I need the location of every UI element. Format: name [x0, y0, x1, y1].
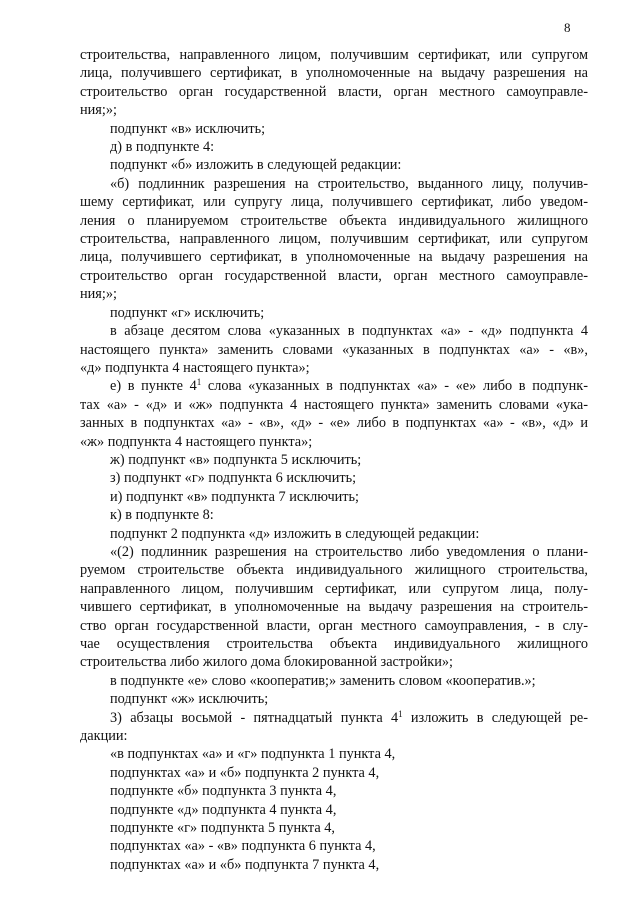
- text-line-content: подпунктах «а» и «б» подпункта 7 пункта 4,: [110, 856, 380, 873]
- text-line-content: ния;»;: [80, 102, 117, 119]
- text-line-content: лица, получившего сертификат, в уполномоченные на выдачу разрешения на: [80, 249, 588, 266]
- text-line-content: подпункт «в» исключить;: [110, 120, 266, 137]
- superscript: 1: [196, 377, 202, 388]
- text-line-content: чившего сертификат, в уполномоченные на выдачу разрешения на строитель-: [80, 599, 588, 616]
- text-line-content: лица, получившего сертификат, в уполномоченные на выдачу разрешения на: [80, 65, 588, 82]
- text-line: [80, 138, 588, 156]
- text-line: [80, 212, 588, 230]
- text-line-content: 3) абзацы восьмой - пятнадцатый пункта 4: [110, 709, 399, 726]
- text-line-content: е) в пункте 4: [110, 378, 197, 395]
- text-line: [80, 64, 588, 82]
- text-line: [80, 525, 588, 543]
- text-line: [80, 488, 588, 506]
- text-line: [80, 653, 588, 671]
- text-line: [80, 230, 588, 248]
- text-line-content: подпункт «ж» исключить;: [110, 691, 269, 708]
- text-line-content: «ж» подпункта 4 настоящего пункта»;: [80, 433, 313, 450]
- text-line-content: в подпункте «е» слово «кооператив;» заменить словом «кооператив.»;: [110, 672, 536, 689]
- text-line: [80, 819, 588, 837]
- text-line-content: руемом строительстве объекта индивидуального жилищного строительства,: [80, 562, 588, 579]
- text-line: [80, 451, 588, 469]
- text-line-content: подпункте «д» подпункта 4 пункта 4,: [110, 801, 337, 818]
- text-line: [80, 267, 588, 285]
- text-line: [80, 469, 588, 487]
- text-line: [80, 433, 588, 451]
- text-line-content: «(2) подлинник разрешения на строительство либо уведомления о плани-: [110, 543, 588, 560]
- text-line: [80, 377, 588, 395]
- text-line-content: «б) подлинник разрешения на строительство, выданного лицу, получив-: [110, 175, 588, 192]
- text-line: [80, 285, 588, 303]
- text-line: [80, 120, 588, 138]
- text-line: [80, 580, 588, 598]
- text-line-content: направленного лицом, получившим сертификат, или супругом лица, полу-: [80, 580, 588, 597]
- text-line: [80, 175, 588, 193]
- text-line: [80, 304, 588, 322]
- text-line-content: настоящего пункта» заменить словами «указанных в подпунктах «а» - «в»,: [80, 341, 588, 358]
- text-line: [80, 709, 588, 727]
- text-line-content: и) подпункт «в» подпункта 7 исключить;: [110, 488, 360, 505]
- text-line-content: подпункте «г» подпункта 5 пункта 4,: [110, 820, 335, 837]
- text-line-content: строительства, направленного лицом, получившим сертификат, или супругом: [80, 231, 588, 248]
- text-line: [80, 46, 588, 64]
- text-line-content: ж) подпункт «в» подпункта 5 исключить;: [110, 451, 362, 468]
- text-line: [80, 801, 588, 819]
- superscript: 1: [398, 708, 403, 719]
- text-line-content: к) в подпункте 8:: [110, 507, 214, 524]
- text-line: [80, 764, 588, 782]
- text-line-content: ления о планируемом строительстве объекта индивидуального жилищного: [80, 212, 588, 229]
- text-line-content: «в подпунктах «а» и «г» подпункта 1 пункта 4,: [110, 746, 396, 763]
- text-line-content: подпункте «б» подпункта 3 пункта 4,: [110, 783, 337, 800]
- text-line: [80, 396, 588, 414]
- text-line: [80, 635, 588, 653]
- text-line: [80, 341, 588, 359]
- text-line-content: подпункт «г» исключить;: [110, 304, 265, 321]
- text-line: [80, 322, 588, 340]
- text-line-content: занных в подпунктах «а» - «в», «д» - «е» либо в подпунктах «а» - «в», «д» и: [80, 415, 588, 432]
- text-line-content: тах «а» - «д» и «ж» подпункта 4 настоящего пункта» заменить словами «ука-: [80, 396, 588, 413]
- text-line: [80, 248, 588, 266]
- text-line-content: «д» подпункта 4 настоящего пункта»;: [80, 359, 310, 376]
- text-line: [80, 782, 588, 800]
- text-line: [80, 101, 588, 119]
- text-line-content: подпункт 2 подпункта «д» изложить в следующей редакции:: [110, 525, 480, 542]
- text-line-content: ство орган государственной власти, орган местного самоуправления, - в слу-: [80, 617, 588, 634]
- text-line-content: строительство орган государственной власти, орган местного самоуправле-: [80, 267, 588, 284]
- text-line-content: строительства либо жилого дома блокированной застройки»;: [80, 654, 453, 671]
- text-line: [80, 617, 588, 635]
- text-line: [80, 506, 588, 524]
- text-line: [80, 193, 588, 211]
- text-line: [80, 745, 588, 763]
- text-line: [80, 837, 588, 855]
- text-line: [80, 598, 588, 616]
- text-line: [80, 561, 588, 579]
- text-line-content: чае осуществления строительства объекта индивидуального жилищного: [80, 636, 588, 652]
- text-line: [80, 83, 588, 101]
- text-line-content: д) в подпункте 4:: [110, 139, 215, 156]
- text-line: [80, 543, 588, 561]
- text-line-content: дакции:: [80, 728, 128, 745]
- text-line: [80, 156, 588, 174]
- page-number: 8: [564, 20, 571, 35]
- text-line: [80, 414, 588, 432]
- text-line-content: шему сертификат, или супругу лица, получившего сертификат, либо уведом-: [80, 194, 588, 211]
- document-body: [80, 46, 588, 874]
- text-line-content: подпункт «б» изложить в следующей редакции:: [110, 157, 402, 174]
- text-line: [80, 690, 588, 708]
- text-line-content: з) подпункт «г» подпункта 6 исключить;: [110, 470, 357, 487]
- text-line: [80, 727, 588, 745]
- text-line-content: в абзаце десятом слова «указанных в подпунктах «а» - «д» подпункта 4: [110, 323, 588, 340]
- text-line: [80, 672, 588, 690]
- text-line-content: подпунктах «а» - «в» подпункта 6 пункта 4,: [110, 838, 376, 855]
- text-line: [80, 856, 588, 874]
- text-line-content: подпунктах «а» и «б» подпункта 2 пункта 4,: [110, 764, 380, 781]
- text-line-content: строительства, направленного лицом, получившим сертификат, или супругом: [80, 47, 588, 63]
- text-line-continuation: слова «указанных в подпунктах «а» - «е» либо в подпунк-: [201, 378, 589, 395]
- text-line-content: строительство орган государственной власти, орган местного самоуправле-: [80, 83, 588, 100]
- text-line: [80, 359, 588, 377]
- text-line-content: ния;»;: [80, 286, 117, 303]
- text-line-continuation: изложить в следующей ре-: [402, 709, 589, 726]
